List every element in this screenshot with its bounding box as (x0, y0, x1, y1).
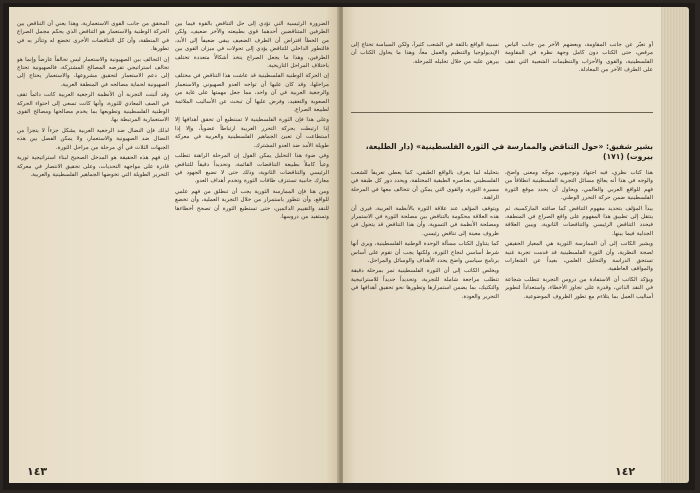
paragraph: ويتوقف المؤلف عند علاقة الثورة بالأنظمة العربية، فيرى أن هذه العلاقة محكومة بالتناقض بين مصلحة الثورة في الاستمرار ومصلحة الأنظمة في التسوية، وأن هذا التناقض قد يتحول في ظروف معينة إلى تناقض رئيسي. (351, 205, 499, 237)
book-reference-heading: بشير شفيق: «حول التناقض والممارسة في الثورة الفلسطينية» (دار الطليعة، بيروت) (١٧١) (365, 142, 653, 161)
left-page (9, 7, 339, 483)
page-edges (661, 7, 689, 483)
paragraph: أو تعبّر عن جانب المقاومة، وبعضهم الآخر من جانب الياس مرقص، حتى الكتاب دون كامل وجهة نظره في المقاومة الفلسطينية، والقوى والأحزاب والتنظيمات الشعبية التي تقف على الطرف الآخر من المعادلة. (505, 42, 653, 74)
paragraph: ويشير الكاتب إلى أن الممارسة الثورية هي المعيار الحقيقي لصحة النظرية، وأن الثورة الفلسطينية قد قدمت تجربة غنية تستحق الدراسة والتحليل العلمي، بعيداً عن الشعارات والمواقف العاطفية. (505, 241, 653, 273)
left-page-column-left (17, 20, 169, 460)
right-page-bottom-column-right (505, 169, 653, 461)
paragraph: وقد أثبتت التجربة أن الأنظمة الرجعية العربية كانت دائماً تقف في الصف المعادي للثورة، وأنها كانت تسعى إلى احتواء الحركة الوطنية الفلسطينية وتطويعها بما يخدم مصالحها ومصالح القوى الاستعمارية المرتبطة بها. (17, 92, 169, 124)
paragraph: إن فهم هذه الحقيقة هو المدخل الصحيح لبناء استراتيجية ثورية قادرة على مواجهة التحديات، وعلى تحقيق الانتصار في معركة التحرير الطويلة التي تخوضها الجماهير الفلسطينية والعربية. (17, 155, 169, 178)
right-page-bottom-column-left (351, 169, 499, 461)
paragraph: ويؤكد الكاتب أن الاستفادة من دروس التجربة تتطلب شجاعة في النقد الذاتي، وقدرة على تجاوز الأخطاء، واستعداداً لتطوير أساليب العمل بما يتلاءم مع تطور الظروف الموضوعية. (505, 276, 653, 300)
paragraph: وعلى هذا فإن الثورة الفلسطينية لا تستطيع أن تحقق أهدافها إلا إذا ارتبطت بحركة التحرر العربية ارتباطاً عضوياً، وإلا إذا استطاعت أن تعبئ الجماهير الفلسطينية والعربية في معركة طويلة الأمد ضد العدو المشترك. (175, 117, 329, 149)
paragraph: بتحليله لما يعرف بالواقع الطبقي، كما يعطي تعريفاً للشعب الفلسطيني بعناصره الطبقية المختلفة، ويحدد دور كل طبقة في مسيرة الثورة، والقوى التي يمكن أن تتحالف معها في المرحلة الراهنة. (351, 170, 499, 202)
paragraph: كما يتناول الكتاب مسألة الوحدة الوطنية الفلسطينية، ويرى أنها شرط أساسي لنجاح الثورة، ولكنها يجب أن تقوم على أساس برنامج سياسي واضح يحدد الأهداف والوسائل والمراحل. (351, 241, 499, 265)
section-divider (351, 112, 653, 113)
paragraph: إن التحالف بين الصهيونية والاستعمار ليس تحالفاً عارضاً وإنما هو تحالف استراتيجي تفرضه المصالح المشتركة، فالصهيونية تحتاج إلى دعم الاستعمار لتحقيق مشروعها، والاستعمار يحتاج إلى الصهيونية لحماية مصالحه في المنطقة العربية. (17, 56, 169, 88)
right-page-top-column-right (505, 41, 653, 105)
paragraph: المحقق من جانب القوى الاستعمارية، وهذا يعني أن التناقض بين الحركة الوطنية والاستعمار هو التناقض الذي يحكم مجمل الصراع في المنطقة، وأن كل التناقضات الأخرى تخضع له وتتأثر به في تطورها. (17, 21, 169, 53)
paragraph: ويخلص الكاتب إلى أن الثورة الفلسطينية تمر بمرحلة دقيقة تتطلب مراجعة شاملة للتجربة، وتحديداً جديداً للاستراتيجية والتكتيك، بما يضمن استمرارها وتطورها نحو تحقيق أهدافها في التحرير والعودة. (351, 268, 499, 300)
paragraph: وفي ضوء هذا التحليل يمكن القول إن المرحلة الراهنة تتطلب وعياً كاملاً بطبيعة التناقضات القائمة، وتحديداً دقيقاً للتناقض الرئيسي والتناقضات الثانوية، وذلك حتى لا تضيع الجهود في معارك جانبية تستنزف طاقات الثورة وتخدم أهداف العدو. (175, 153, 329, 185)
right-page (343, 7, 661, 483)
page-number: ١٤٢ (615, 465, 636, 478)
page-number: ١٤٣ (27, 465, 48, 478)
book-spread (3, 3, 695, 490)
paragraph: إن الحركة الوطنية الفلسطينية قد عاشت هذا التناقض في مختلف مراحلها، وقد كان عليها أن تواجه العدو الصهيوني والاستعمار والرجعية العربية في آن واحد، مما جعل مهمتها على غاية من الصعوبة والتعقيد، وفرض عليها أن تبحث عن الأساليب الملائمة لطبيعة الصراع. (175, 73, 329, 114)
paragraph: هذا كتاب نظري، فيه اجتهاد وتوجيهي، موجّه ومعنى واضح، والوجه في هذا أنه يعالج مسائل التجربة الفلسطينية انطلاقاً من فهم للواقع العربي والعالمي، ويحاول أن يحدد موقع الثورة الفلسطينية ضمن حركة التحرر الوطني. (505, 170, 653, 202)
paragraph: لذلك فإن النضال ضد الرجعية العربية يشكل جزءاً لا يتجزأ من النضال ضد الصهيونية والاستعمار، ولا يمكن الفصل بين هذه الجبهات الثلاث في أي مرحلة من مراحل الثورة. (17, 127, 169, 151)
paragraph: ومن هنا فإن الممارسة الثورية يجب أن تنطلق من فهم علمي للواقع، وأن تتطور باستمرار من خلال التجربة العملية، وأن تخضع للنقد والتقييم الدائمين، حتى تستطيع الثورة أن تصحح أخطاءها وتستفيد من دروسها. (175, 188, 329, 220)
paragraph: يبدأ المؤلف بتحديد مفهوم التناقض كما صاغته الماركسية، ثم ينتقل إلى تطبيق هذا المفهوم على واقع الصراع في المنطقة، فيحدد التناقض الرئيسي والتناقضات الثانوية، ويبين العلاقة الجدلية فيما بينها. (505, 205, 653, 237)
left-page-column-right (175, 20, 329, 460)
paragraph: نسبية الواقع بالثقة في الشعب كثيراً، ولكن السياسة تحتاج إلى الإيديولوجيا والتنظيم والعمل معاً، وهذا ما يحاول الكتاب أن يبرهن عليه من خلال تحليله للمرحلة. (351, 42, 499, 65)
paragraph: الضرورة الرئيسية التي تؤدي إلى حل التناقض بالقوة فيما بين الطرفين المتناقضين أحدهما قوي بطبيعته والآخر ضعيف، ولكن من الخطأ افتراض أن الطرف الضعيف يبقى ضعيفاً إلى الأبد، فالتطور الداخلي للتناقض يؤدي إلى تحولات في ميزان القوى بين الطرفين، وهذا ما يجعل الصراع يتخذ أشكالاً متعددة تختلف باختلاف المراحل التاريخية. (175, 21, 329, 70)
right-page-top-column-left (351, 41, 499, 105)
